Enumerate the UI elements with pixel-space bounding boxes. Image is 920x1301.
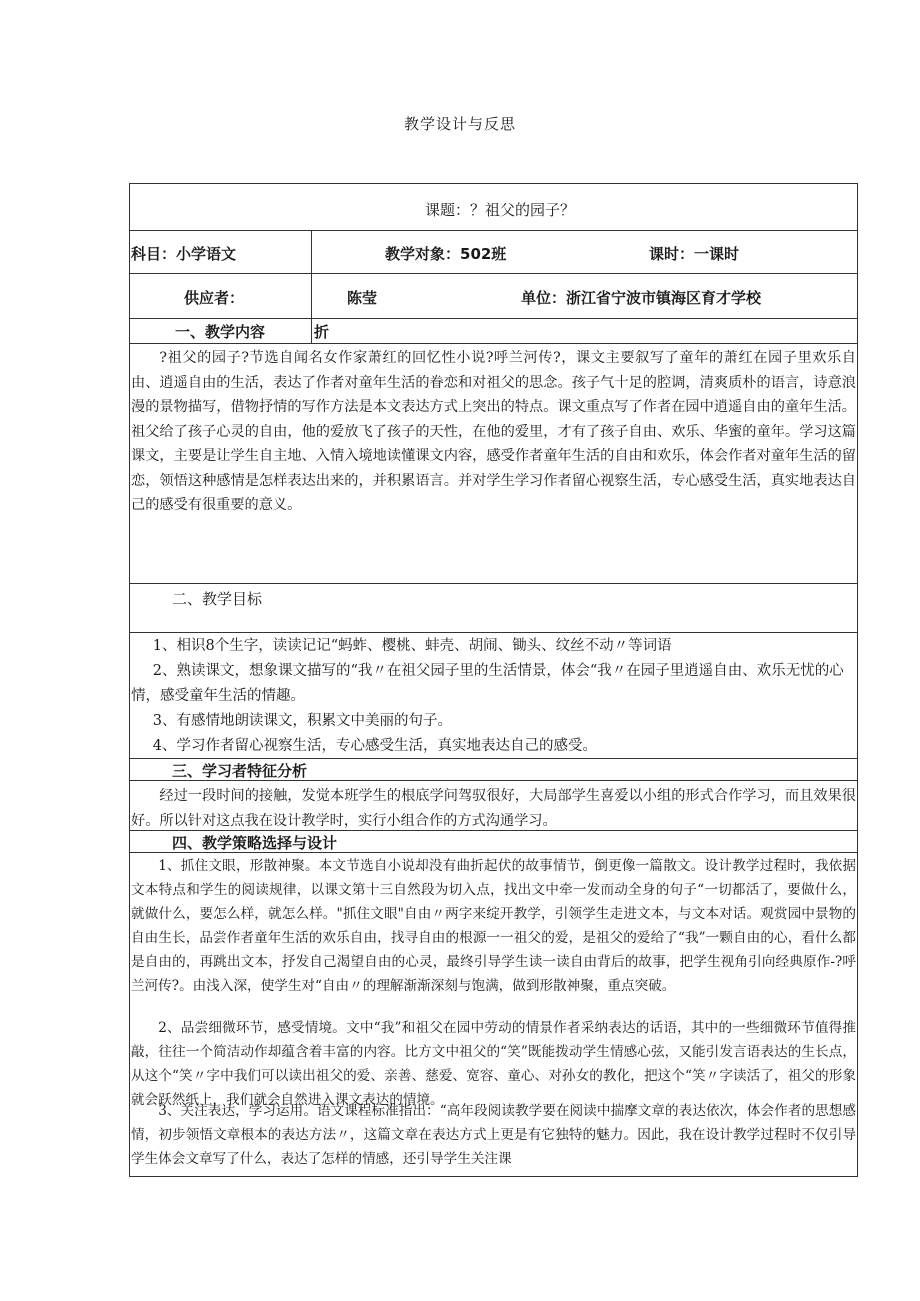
section2-heading: 二、教学目标 bbox=[172, 590, 263, 608]
section4-paragraph-1 bbox=[131, 854, 856, 998]
section3-paragraph: 经过一段时间的接触，发觉本班学生的根底学问驾驭很好，大局部学生喜爱以小组的形式合作学习，而且效果很好。所以针对这点我在设计教学时，实行小组合作的方式沟通学习。 bbox=[131, 788, 856, 829]
unit-label: 单位：浙江省宁波市镇海区育才学校 bbox=[521, 289, 762, 307]
table-divider bbox=[129, 230, 858, 231]
table-divider bbox=[129, 632, 858, 633]
table-divider bbox=[129, 583, 858, 584]
strategy-paragraph: 2、品尝细微环节，感受情境。文中“我”和祖父在园中劳动的情景作者采纳表达的话语，其中的一些细微环节值得推敲，往往一个简洁动作却蕴含着丰富的内容。比方文中祖父的“笑”既能拨动学生情感心弦，又能引发言语表达的生长点，从这个“笑〃字中我们可以读出祖父的爱、亲善、慈爱、宽容、童心、对孙女的教化，把这个“笑〃字读活了，祖父的形象就会跃然纸上，我们就会自然进入课文表达的情境。 bbox=[131, 1020, 856, 1108]
section4-paragraph-3 bbox=[131, 1099, 856, 1171]
section3-heading: 三、学习者特征分析 bbox=[172, 762, 308, 780]
section3-body bbox=[131, 784, 856, 833]
goal-item: 4、学习作者留心视察生活，专心感受生活，真实地表达自己的感受。 bbox=[152, 738, 597, 754]
document-title: 教学设计与反思 bbox=[403, 115, 516, 133]
section1-heading: 一、教学内容 bbox=[175, 323, 266, 341]
column-divider bbox=[311, 230, 312, 343]
supplier-name: 陈莹 bbox=[347, 289, 378, 307]
section1-paragraph: ?祖父的园子?节选自闻名女作家萧红的回忆性小说?呼兰河传?，课文主要叙写了童年的萧红在园子里欢乐自由、逍遥自由的生活，表达了作者对童年生活的眷恋和对祖父的思念。孩子气十足的腔调，清爽质朴的语言，诗意浪漫的景物描写，借物抒情的写作方法是本文表达方式上突出的特点。课文重点写了作者在园中逍遥自由的童年生活。祖父给了孩子心灵的自由，他的爱放飞了孩子的天性，在他的爱里，才有了孩子自由、欢乐、华蜜的童年。学习这篇课文，主要是让学生自主地、入情入境地读懂课文内容，感受作者童年生活的自由和欢乐，体会作者对童年生活的留恋，领悟这种感情是怎样表达出来的，并积累语言。并对学生学习作者留心视察生活，专心感受生活，真实地表达自己的感受有很重要的意义。 bbox=[131, 350, 856, 513]
strategy-paragraph: 3、关注表达，学习运用。语文课程标准指出：“高年段阅读教学要在阅读中揣摩文章的表达依次，体会作者的思想感情，初步领悟文章根本的表达方法〃，这篇文章在表达方式上更是有它独特的魅力。因此，我在设计教学过程时不仅引导学生体会文章写了什么，表达了怎样的情感，还引导学生关注课 bbox=[131, 1103, 856, 1167]
strategy-paragraph: 1、抓住文眼，形散神聚。本文节选自小说却没有曲折起伏的故事情节，倒更像一篇散文。设计教学过程时，我依据文本特点和学生的阅读规律，以课文第十三自然段为切入点，找出文中牵一发而动全身的句子“一切都活了，要做什么，就做什么，要怎么样，就怎么样。"抓住文眼"自由〃两字来绽开教学，引领学生走进文本，与文本对话。观赏园中景物的自由生长，品尝作者童年生活的欢乐自由，找寻自由的根源一一祖父的爱，是祖父的爱给了“我”一颗自由的心，看什么都是自由的，再跳出文本，抒发自己渴望自由的心灵，最终引导学生读一读自由背后的故事，把学生视角引向经典原作-?呼兰河传?。由浅入深，使学生对“自由〃的理解渐渐深刻与饱满，做到形散神聚，重点突破。 bbox=[131, 858, 856, 994]
lesson-topic: 课题：？祖父的园子？ bbox=[424, 201, 575, 219]
goal-item: 3、有感情地朗读课文，积累文中美丽的句子。 bbox=[152, 713, 452, 729]
subject-label: 科目：小学语文 bbox=[131, 245, 237, 263]
table-divider bbox=[129, 318, 858, 319]
section1-side-note: 折 bbox=[314, 323, 330, 341]
period-label: 课时：一课时 bbox=[649, 245, 740, 263]
section1-body bbox=[131, 346, 856, 518]
table-divider bbox=[129, 273, 858, 274]
section4-heading: 四、教学策略选择与设计 bbox=[172, 834, 338, 852]
section4-paragraph-2 bbox=[131, 1016, 856, 1112]
table-divider bbox=[129, 343, 858, 344]
supplier-label: 供应者： bbox=[184, 289, 245, 307]
audience-label: 教学对象：502班 bbox=[385, 245, 507, 263]
goal-item: 1、相识8个生字，读读记记“蚂蚱、樱桃、蚌壳、胡闹、锄头、纹丝不动〃等词语 bbox=[152, 638, 672, 654]
goal-list bbox=[131, 634, 856, 759]
goal-item: 2、熟读课文，想象课文描写的“我〃在祖父园子里的生活情景，体会“我〃在园子里逍遥自由、欢乐无忧的心情，感受童年生活的情趣。 bbox=[131, 663, 844, 704]
